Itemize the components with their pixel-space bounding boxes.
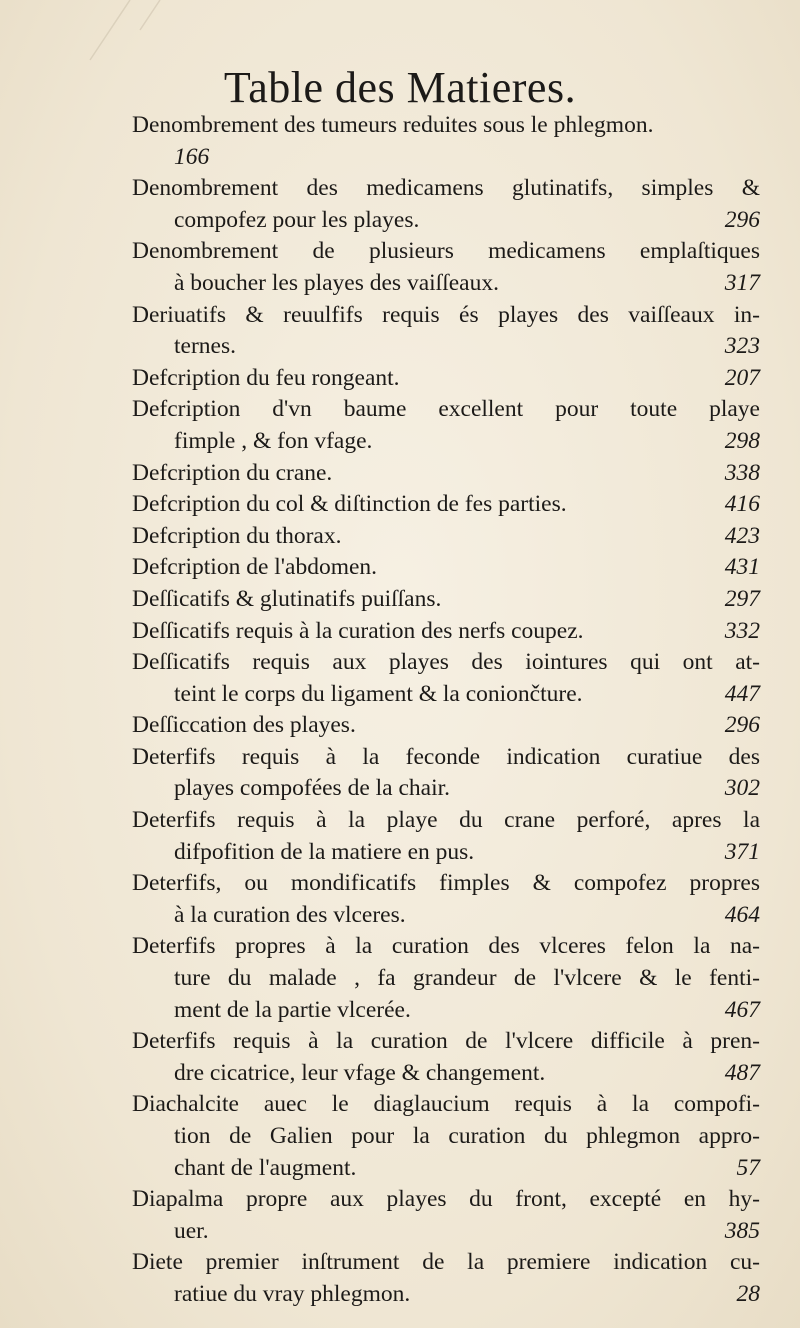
entry-page-number: 464 — [724, 901, 760, 928]
index-entry — [132, 868, 760, 931]
entry-page-number: 416 — [724, 491, 760, 518]
entry-heading-line: Deterfifs requis à la curation de l'vlcere difficile à pren- — [132, 1028, 760, 1055]
entry-heading-line: Denombrement de plusieurs medicamens emplaſtiques — [132, 238, 760, 265]
entry-page-number: 296 — [724, 712, 760, 739]
entry-heading-line: Deſſicatifs requis aux playes des iointures qui ont at- — [132, 649, 760, 676]
entry-continuation-line: difpofition de la matiere en pus. — [174, 838, 475, 865]
entry-continuation-line: ture du malade , fa grandeur de l'vlcere & le fenti- — [174, 965, 760, 992]
index-entry — [132, 363, 760, 395]
entry-page-number: 467 — [724, 996, 760, 1023]
entry-heading-line: Defcription du col & diſtinction de fes parties. — [132, 491, 567, 518]
entry-heading-line: Deterfifs requis à la playe du crane perforé, apres la — [132, 807, 760, 834]
index-entry — [132, 1247, 760, 1310]
index-entry — [132, 521, 760, 553]
entry-heading-line: Defcription du thorax. — [132, 522, 342, 549]
entry-continuation-line: playes compofées de la chair. — [174, 775, 451, 802]
entry-page-number: 296 — [724, 206, 760, 233]
index-entry — [132, 931, 760, 1026]
entry-page-number: 423 — [724, 522, 760, 549]
entry-heading-line: Deterfifs, ou mondificatifs fimples & compofez propres — [132, 870, 760, 897]
entry-continuation-line: à la curation des vlceres. — [174, 901, 406, 928]
index-entry — [132, 552, 760, 584]
entry-page-number: 317 — [724, 269, 760, 296]
entry-heading-line: Diapalma propre aux playes du front, excepté en hy- — [132, 1186, 760, 1213]
index-entry — [132, 236, 760, 299]
entry-page-number: 298 — [724, 427, 760, 454]
index-entry — [132, 1184, 760, 1247]
entry-heading-line: Denombrement des tumeurs reduites sous le phlegmon. — [132, 112, 654, 138]
index-entry — [132, 647, 760, 710]
entry-continuation-line: teint le corps du ligament & la coniončture. — [174, 680, 583, 707]
entry-page-number: 302 — [724, 775, 760, 802]
index-entry — [132, 584, 760, 616]
entry-page-number: 371 — [724, 838, 760, 865]
entry-page-number: 447 — [724, 680, 760, 707]
entry-heading-line: Defcription du feu rongeant. — [132, 364, 400, 391]
index-entry — [132, 805, 760, 868]
entry-heading-line: Deſſicatifs requis à la curation des nerfs coupez. — [132, 617, 584, 644]
entry-page-number: 297 — [724, 585, 760, 612]
entry-page-number: 28 — [736, 1280, 760, 1307]
entry-continuation-line: fimple , & fon vfage. — [174, 427, 373, 454]
entry-continuation-line: ment de la partie vlcerée. — [174, 996, 411, 1023]
entry-page-number: 57 — [736, 1154, 760, 1181]
index-entry — [132, 458, 760, 490]
entry-continuation-line: compofez pour les playes. — [174, 206, 420, 233]
entry-heading-line: Deſſiccation des playes. — [132, 712, 356, 739]
index-entry — [132, 110, 760, 173]
entry-heading-line: Deſſicatifs & glutinatifs puiſſans. — [132, 585, 442, 612]
entry-page-number: 487 — [724, 1059, 760, 1086]
index-entry — [132, 489, 760, 521]
index-entry — [132, 1089, 760, 1184]
entry-heading-line: Defcription de l'abdomen. — [132, 554, 378, 581]
page-title: Table des Matieres. — [223, 63, 577, 112]
entry-continuation-line: ratiue du vray phlegmon. — [174, 1280, 411, 1307]
entry-heading-line: Deriuatifs & reuulfifs requis és playes des vaiſſeaux in- — [132, 301, 760, 328]
entry-page-number: 323 — [724, 333, 760, 360]
entry-page-number: 166 — [174, 143, 210, 170]
index-entry-list — [132, 110, 760, 1311]
index-entry — [132, 742, 760, 805]
index-entry — [132, 300, 760, 363]
entry-continuation-line: chant de l'augment. — [174, 1154, 357, 1181]
entry-heading-line: Diachalcite auec le diaglaucium requis à la compofi- — [132, 1091, 760, 1118]
entry-continuation-line: tion de Galien pour la curation du phlegmon appro- — [174, 1123, 760, 1149]
index-entry — [132, 616, 760, 648]
entry-heading-line: Denombrement des medicamens glutinatifs, simples & — [132, 175, 760, 202]
entry-continuation-line: dre cicatrice, leur vfage & changement. — [174, 1059, 546, 1086]
entry-continuation-line: uer. — [174, 1217, 209, 1244]
index-entry — [132, 394, 760, 457]
entry-page-number: 338 — [724, 459, 760, 486]
entry-page-number: 332 — [724, 617, 760, 644]
entry-continuation-line: à boucher les playes des vaiſſeaux. — [174, 269, 499, 296]
entry-heading-line: Defcription du crane. — [132, 459, 333, 486]
entry-continuation-line: ternes. — [174, 333, 236, 360]
entry-heading-line: Diete premier inſtrument de la premiere indication cu- — [132, 1249, 760, 1276]
index-entry — [132, 173, 760, 236]
index-entry — [132, 1026, 760, 1089]
entry-heading-line: Deterfifs requis à la feconde indication curatiue des — [132, 743, 760, 770]
index-entry — [132, 710, 760, 742]
entry-page-number: 385 — [724, 1217, 760, 1244]
entry-page-number: 207 — [724, 364, 760, 391]
entry-page-number: 431 — [724, 554, 760, 581]
entry-heading-line: Deterfifs propres à la curation des vlceres felon la na- — [132, 933, 760, 960]
entry-heading-line: Defcription d'vn baume excellent pour toute playe — [132, 396, 760, 423]
